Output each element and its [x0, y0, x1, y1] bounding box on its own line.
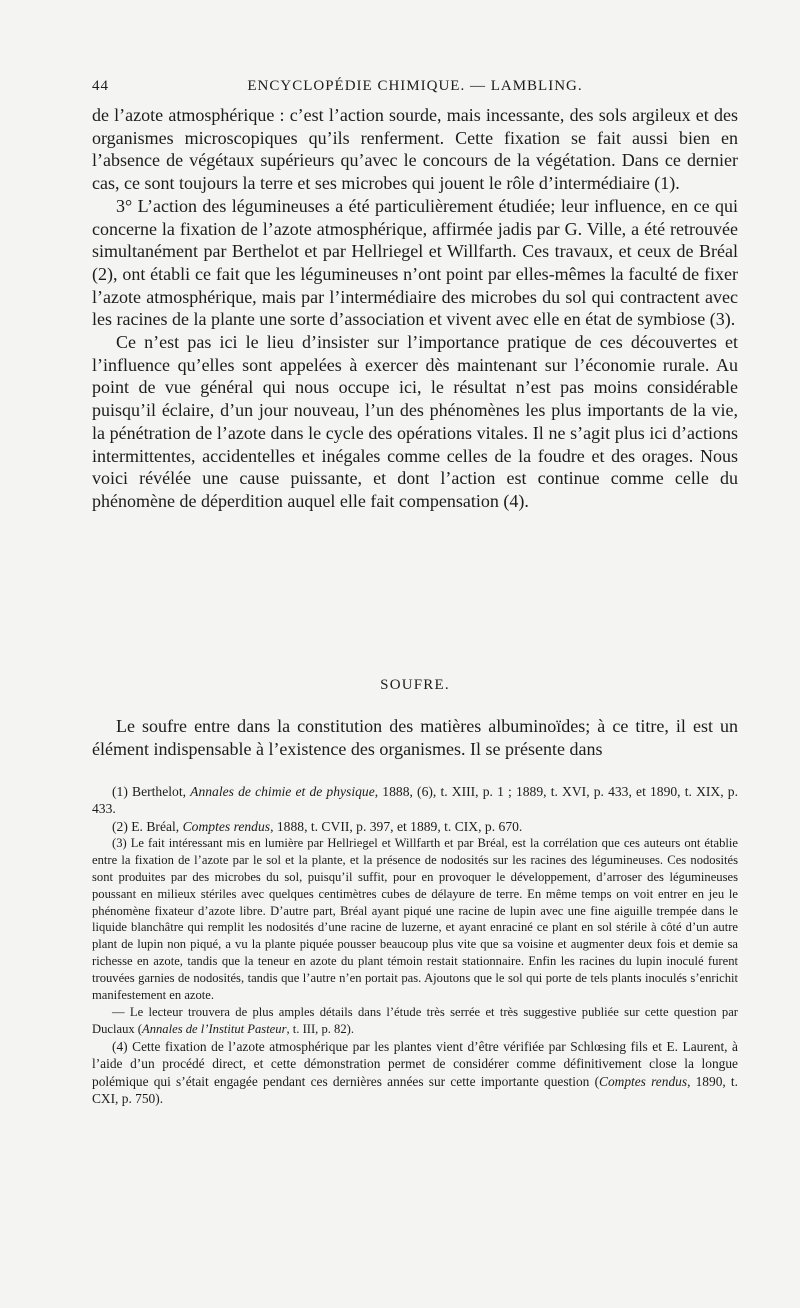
footnote-3-continued: — Le lecteur trouvera de plus amples détails dans l’étude très serrée et très suggestive publiée sur cette question par Duclaux (Annales de l’Institut Pasteur, t. III, p. 82).	[92, 1004, 738, 1036]
footnotes	[92, 783, 738, 1107]
paragraph-legumineuses: 3° L’action des légumineuses a été particulièrement étudiée; leur influence, en ce qui concerne la fixation de l’azote atmosphérique, affirmée jadis par G. Ville, a été retrouvée simultanément par Berthelot et par Hellriegel et Willfarth. Ces travaux, et ceux de Bréal (2), ont établi ce fait que les légumineuses n’ont point par elles-mêmes la faculté de fixer l’azote atmosphérique, mais par l’intermédiaire des microbes du sol qui contractent avec les racines de la plante une sorte d’association et vivent avec elle en état de symbiose (3).	[92, 195, 738, 330]
paragraph-importance: Ce n’est pas ici le lieu d’insister sur l’importance pratique de ces découvertes et l’influence qu’elles sont appelées à exercer dès maintenant sur l’économie rurale. Au point de vue général qui nous occupe ici, le résultat n’est pas moins considérable puisqu’il éclaire, d’un jour nouveau, l’un des phénomènes les plus importants de la vie, la pénétration de l’azote dans le cycle des opérations vitales. Il ne s’agit plus ici d’actions intermittentes, accidentelles et inégales comme celles de la foudre et des orages. Nous voici révélée une cause puissante, et dont l’action est continue comme celle du phénomène de déperdition auquel elle fait compensation (4).	[92, 332, 738, 511]
section-title: SOUFRE.	[380, 677, 450, 693]
running-head	[92, 78, 738, 100]
footnote-4: (4) Cette fixation de l’azote atmosphérique par les plantes vient d’être vérifiée par Schlœsing fils et E. Laurent, à l’aide d’un procédé direct, et cette démonstration permet de considérer comme définitivement close la longue polémique qui s’était engagée pendant ces dernières années sur cette importante question (Comptes rendus, 1890, t. CXI, p. 750).	[92, 1038, 738, 1106]
footnote-1: (1) Berthelot, Annales de chimie et de physique, 1888, (6), t. XIII, p. 1 ; 1889, t. XVI, p. 433, et 1890, t. XIX, p. 433.	[92, 784, 738, 817]
footnote-2: (2) E. Bréal, Comptes rendus, 1888, t. CVII, p. 397, et 1889, t. CIX, p. 670.	[112, 818, 523, 834]
paragraph-soufre: Le soufre entre dans la constitution des matières albuminoïdes; à ce titre, il est un élément indispensable à l’existence des organismes. Il se présente dans	[92, 716, 738, 759]
page-number: 44	[92, 78, 109, 94]
section-text	[92, 715, 738, 760]
footnote-3: (3) Le fait intéressant mis en lumière par Hellriegel et Willfarth et par Bréal, est la corrélation que ces auteurs ont établie entre la fixation de l’azote par le sol et la plante, et la présence de nodosités sur les racines des légumineuses. Ces nodosités sont produites par des microbes du sol, puisqu’il suffit, pour en provoquer le développement, d’arroser des légumineuses poussant en milieux stériles avec quelques centimètres cubes de délayure de terre. En même temps on voit entrer en jeu le phénomène fixateur d’azote libre. D’autre part, Bréal ayant piqué une racine de lupin avec une fine aiguille trempée dans le liquide blanchâtre qui remplit les nodosités d’une racine de luzerne, et ayant enraciné ce plant en sol stérile à côté d’un autre plant de lupin non piqué, a vu la plante piquée pousser beaucoup plus vite que sa voisine et augmenter deux fois et demie sa richesse en azote, tandis que la teneur en azote du plant témoin restait stationnaire. Enfin les racines du lupin inoculé furent trouvées garnies de nodosités, tandis que l’autre n’en portait pas. Ajoutons que le sol qui porte de tels plants inoculés s’enrichit manifestement en azote.	[92, 835, 738, 1003]
paragraph-azote-sols: de l’azote atmosphérique : c’est l’action sourde, mais incessante, des sols argileux et des organismes microscopiques qu’ils renferment. Cette fixation se fait aussi bien en l’absence de végétaux supérieurs qu’avec le concours de la végétation. Dans ce dernier cas, ce sont toujours la terre et ses microbes qui jouent le rôle d’intermédiaire (1).	[92, 105, 738, 194]
running-title: ENCYCLOPÉDIE CHIMIQUE. — LAMBLING.	[247, 78, 583, 94]
main-text	[92, 104, 738, 513]
